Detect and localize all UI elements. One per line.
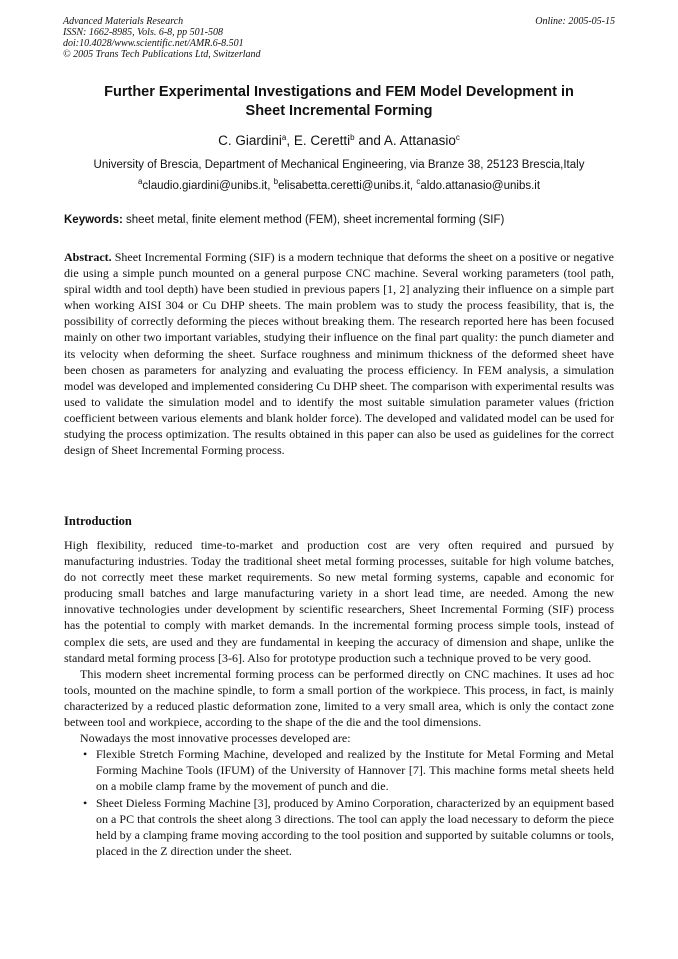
introduction-body (64, 537, 614, 859)
intro-paragraph-2: This modern sheet incremental forming process can be performed directly on CNC machines. It uses ad hoc tools, mounted on the machine spindle, to form a small portion of the workpiece. This process, in fact, is mainly characterized by a reduced plastic deformation zone, limited to a very small area, which is only the contact zone between tool and workpiece, according to the shape of the die and the tool dimensions. (64, 666, 614, 730)
author-emails (40, 179, 638, 193)
abstract (64, 249, 614, 458)
list-item-text: Sheet Dieless Forming Machine [3], produced by Amino Corporation, characterized by an equipment based on a PC that controls the sheet along 3 directions. The tool can apply the load necessary to deform the piece held by a clamping frame moving according to the tool position and supported by suitable columns or tools, placed in the Z direction under the sheet. (96, 795, 614, 858)
email-1-sup: a (137, 177, 143, 186)
author-3-sup: c (455, 133, 460, 142)
issn-line: ISSN: 1662-8985, Vols. 6-8, pp 501-508 (63, 27, 223, 38)
email-1[interactable]: claudio.giardini@unibs.it, (142, 180, 274, 192)
title-line-2: Sheet Incremental Forming (245, 103, 433, 119)
author-separator: , (286, 133, 294, 148)
process-list (64, 746, 614, 859)
title-line-1: Further Experimental Investigations and FEM Model Development in (104, 84, 574, 100)
author-separator: and (354, 133, 384, 148)
author-2-sup: b (350, 133, 355, 142)
online-date: Online: 2005-05-15 (535, 16, 615, 27)
paper-title (60, 83, 618, 121)
affiliation: University of Brescia, Department of Mechanical Engineering, via Branze 38, 25123 Brescia,Italy (93, 159, 585, 171)
copyright-line: © 2005 Trans Tech Publications Ltd, Switzerland (63, 49, 261, 60)
author-1-sup: a (281, 133, 287, 142)
bullet-icon: • (83, 747, 88, 762)
abstract-label: Abstract. (64, 250, 112, 264)
keywords (64, 213, 616, 227)
intro-paragraph-3: Nowadays the most innovative processes developed are: (80, 731, 351, 746)
list-item (83, 746, 614, 794)
keywords-label: Keywords: (64, 214, 123, 226)
bullet-icon: • (83, 795, 88, 810)
abstract-text: Sheet Incremental Forming (SIF) is a modern technique that deforms the sheet on a positive or negative die using a simple punch mounted on a general purpose CNC machine. Several working parameters (tool path, spiral width and tool depth) have been studied in previous papers [1, 2] analyzing their influence on a simple part when working AISI 304 or Cu DHP sheets. The main problem was to study the process feasibility, that is, the possibility of correctly deforming the pieces without breaking them. The research reported here has been focused mainly on other two important variables, studying their influence on the final part quality: the punch diameter and its velocity when deforming the sheet. Surface roughness and minimum thickness of the deformed sheet have been chosen as parameters for analyzing and evaluating the process efficiency. In FEM analysis, a simulation model was developed and implemented considering Cu DHP sheet. The comparison with experimental results was used to validate the simulation model and to identify the most suitable simulation parameter values (friction coefficient between various elements and blank holder force). The developed and validated model can be used for studying the process optimization. The results obtained in this paper can also be used as guidelines for the correct design of Sheet Incremental Forming process. (64, 250, 614, 458)
email-3[interactable]: aldo.attanasio@unibs.it (420, 180, 541, 192)
doi-line[interactable]: doi:10.4028/www.scientific.net/AMR.6-8.501 (63, 38, 244, 49)
introduction-heading: Introduction (64, 514, 132, 528)
author-2: E. Ceretti (293, 133, 351, 148)
author-list (60, 132, 618, 149)
list-item-text: Flexible Stretch Forming Machine, developed and realized by the Institute for Metal Forming and Metal Forming Machine Tools (IFUM) of the University of Hannover [7]. This machine forms metal sheets held on a mobile clamp frame by the movement of punch and die. (96, 747, 614, 794)
email-2-sup: b (273, 177, 279, 186)
author-1: C. Giardini (218, 133, 282, 148)
list-item (83, 795, 614, 859)
intro-paragraph-1: High flexibility, reduced time-to-market and production cost are very often required and pursued by manufacturing industries. Today the traditional sheet metal forming processes, suitable for high volume batches, do not correctly meet these market requirements. So new metal forming systems, capable and economic for producing small batches and large manufacturing variety in a short lead time, are needed. Among the new innovative technologies under development by scientific researchers, Sheet Incremental Forming (SIF) process has the potential to comply with market demands. In the incremental forming process simple tools, instead of complex die sets, are used and they are fundamental in keeping the accuracy of dimension and shape, unlike the standard metal forming process [3-6]. Also for prototype production such a technique proved to be very good. (64, 538, 614, 665)
keywords-text: sheet metal, finite element method (FEM), sheet incremental forming (SIF) (122, 214, 505, 226)
author-3: A. Attanasio (383, 133, 456, 148)
journal-name: Advanced Materials Research (63, 16, 184, 27)
journal-header (63, 16, 615, 60)
email-2[interactable]: elisabetta.ceretti@unibs.it, (278, 180, 417, 192)
email-3-sup: c (416, 177, 421, 186)
